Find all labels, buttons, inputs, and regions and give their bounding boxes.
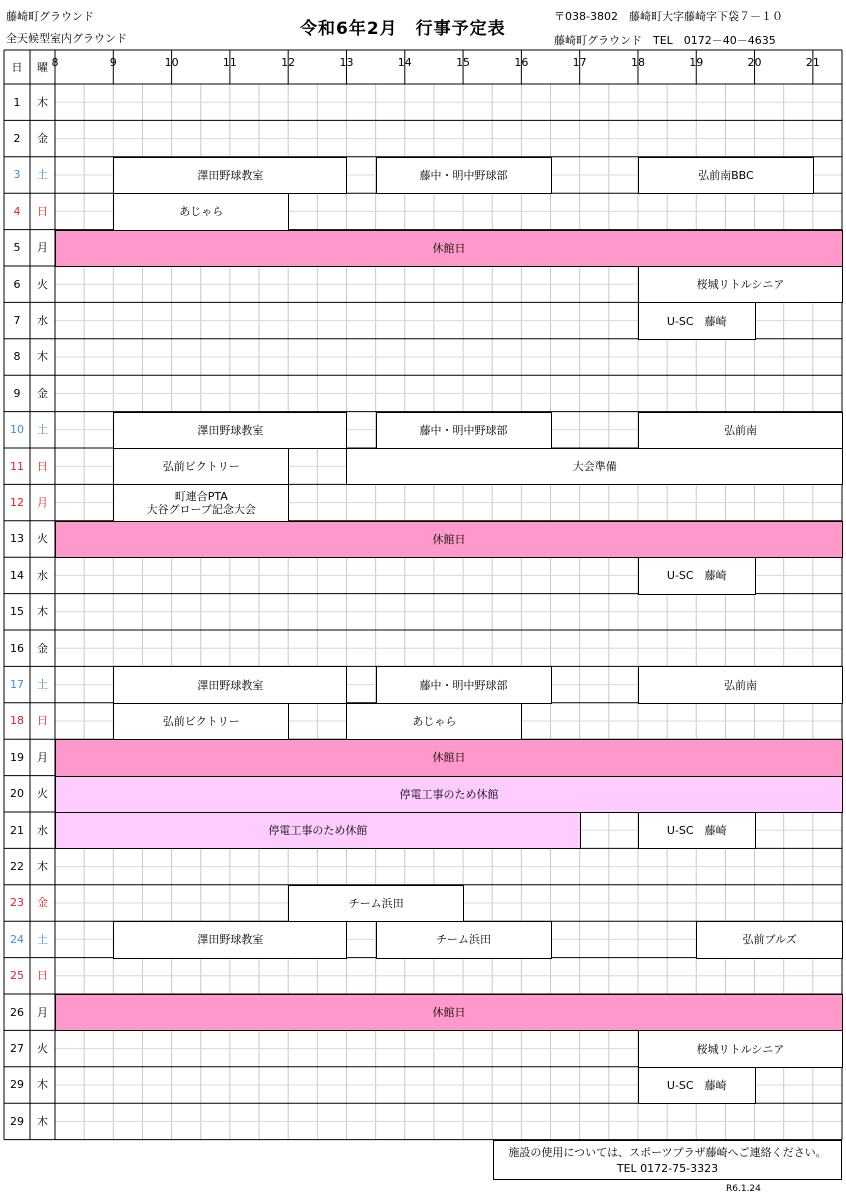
event-block xyxy=(113,193,289,230)
event-block xyxy=(638,812,756,849)
event-block xyxy=(113,484,289,521)
event-label: 休館日 xyxy=(432,532,466,546)
day-number: 14 xyxy=(10,568,24,582)
event-label: 休館日 xyxy=(432,1006,466,1020)
weekday-label: 土 xyxy=(37,423,48,437)
weekday-label: 金 xyxy=(37,386,48,400)
event-label: U-SC 藤崎 xyxy=(666,1078,727,1092)
hour-label: 14 xyxy=(397,56,412,69)
day-number: 5 xyxy=(13,241,21,255)
event-block xyxy=(376,666,552,703)
event-label: 澤田野球教室 xyxy=(197,423,264,437)
weekday-label: 火 xyxy=(37,1042,48,1056)
day-number: 18 xyxy=(10,714,24,728)
event-label: 停電工事のため休館 xyxy=(268,824,368,838)
event-label: U-SC 藤崎 xyxy=(666,824,727,838)
event-label: 藤中・明中野球部 xyxy=(419,678,508,692)
weekday-label: 金 xyxy=(37,641,48,655)
event-block xyxy=(113,412,347,449)
day-number: 12 xyxy=(10,496,24,510)
day-number: 23 xyxy=(10,896,24,910)
weekday-label: 日 xyxy=(37,204,48,218)
hour-label: 9 xyxy=(109,56,117,69)
event-label: あじゃら xyxy=(412,714,457,728)
hour-label: 21 xyxy=(805,56,820,69)
event-block xyxy=(638,302,756,339)
contact-phone: 藤崎町グラウンド TEL 0172－40－4635 xyxy=(554,34,776,47)
event-block xyxy=(638,666,843,703)
day-number: 20 xyxy=(10,787,24,801)
weekday-label: 土 xyxy=(37,168,48,182)
day-number: 8 xyxy=(13,350,21,364)
event-block xyxy=(346,448,843,485)
event-block xyxy=(638,157,814,194)
closed-block xyxy=(55,994,843,1031)
weekday-label: 土 xyxy=(37,678,48,692)
event-label: 弘前ブルズ xyxy=(742,933,797,947)
day-number: 1 xyxy=(13,95,21,109)
hour-label: 8 xyxy=(51,56,59,69)
day-number: 4 xyxy=(13,204,21,218)
weekday-label: 月 xyxy=(37,496,48,510)
closed-block xyxy=(55,230,843,267)
event-block xyxy=(696,921,843,958)
day-number: 10 xyxy=(10,423,24,437)
day-number: 9 xyxy=(13,386,21,400)
weekday-label: 木 xyxy=(37,1114,48,1128)
weekday-label: 金 xyxy=(37,896,48,910)
event-label: 停電工事のため休館 xyxy=(399,787,499,801)
notice-line-2: TEL 0172-75-3323 xyxy=(616,1162,719,1175)
event-label: U-SC 藤崎 xyxy=(666,314,727,328)
weekday-label: 金 xyxy=(37,132,48,146)
weekday-label: 水 xyxy=(37,823,48,837)
day-number: 21 xyxy=(10,823,24,837)
event-label: 藤中・明中野球部 xyxy=(419,168,508,182)
event-block xyxy=(638,557,756,594)
event-block xyxy=(638,266,843,303)
usage-notice xyxy=(493,1140,842,1180)
event-label: 澤田野球教室 xyxy=(197,168,264,182)
event-block xyxy=(288,885,464,922)
event-block xyxy=(346,703,522,740)
event-block xyxy=(376,157,552,194)
event-label: 弘前南BBC xyxy=(698,168,754,182)
day-number: 29 xyxy=(10,1114,24,1128)
event-label: チーム浜田 xyxy=(348,896,404,910)
weekday-label: 月 xyxy=(37,1005,48,1019)
event-block xyxy=(113,703,289,740)
outage-block xyxy=(55,776,843,813)
day-number: 19 xyxy=(10,750,24,764)
day-number: 17 xyxy=(10,678,24,692)
weekday-label: 火 xyxy=(37,532,48,546)
event-block xyxy=(113,921,347,958)
event-label: 弘前ビクトリー xyxy=(162,714,240,728)
hour-label: 15 xyxy=(456,56,471,69)
event-label: 弘前南 xyxy=(723,423,757,437)
hour-label: 19 xyxy=(689,56,704,69)
weekday-label: 日 xyxy=(37,969,48,983)
hour-label: 11 xyxy=(222,56,237,69)
weekday-label: 木 xyxy=(37,860,48,874)
day-number: 7 xyxy=(13,314,21,328)
day-number: 13 xyxy=(10,532,24,546)
weekday-label: 火 xyxy=(37,277,48,291)
day-number: 27 xyxy=(10,1042,24,1056)
hour-label: 10 xyxy=(164,56,179,69)
weekday-label: 木 xyxy=(37,95,48,109)
closed-block xyxy=(55,521,843,558)
facility-subtitle: 全天候型室内グラウンド xyxy=(6,32,127,45)
weekday-label: 木 xyxy=(37,1078,48,1092)
weekday-label: 日 xyxy=(37,459,48,473)
revision-date: R6.1.24 xyxy=(726,1184,761,1194)
hour-label: 16 xyxy=(514,56,529,69)
weekday-label: 水 xyxy=(37,568,48,582)
weekday-label: 木 xyxy=(37,350,48,364)
day-number: 3 xyxy=(13,168,21,182)
event-label: 町連合PTA xyxy=(174,490,228,504)
day-number: 24 xyxy=(10,932,24,946)
day-number: 26 xyxy=(10,1005,24,1019)
day-number: 29 xyxy=(10,1078,24,1092)
weekday-label: 水 xyxy=(37,314,48,328)
event-label: 桜城リトルシニア xyxy=(696,1042,785,1056)
day-number: 6 xyxy=(13,277,21,291)
closed-block xyxy=(55,739,843,776)
weekday-label: 月 xyxy=(37,241,48,255)
weekday-label: 土 xyxy=(37,932,48,946)
event-label: 澤田野球教室 xyxy=(197,678,264,692)
day-number: 22 xyxy=(10,860,24,874)
event-label: 弘前南 xyxy=(723,678,757,692)
event-label: チーム浜田 xyxy=(436,933,492,947)
weekday-label: 火 xyxy=(37,787,48,801)
event-block xyxy=(113,666,347,703)
event-block xyxy=(376,412,552,449)
day-column-header: 日 xyxy=(11,60,23,74)
event-label: 藤中・明中野球部 xyxy=(419,423,508,437)
event-label: 桜城リトルシニア xyxy=(696,278,785,292)
weekday-label: 木 xyxy=(37,605,48,619)
weekday-label: 月 xyxy=(37,750,48,764)
hour-label: 18 xyxy=(630,56,645,69)
event-label: 弘前ビクトリー xyxy=(162,460,240,474)
day-number: 25 xyxy=(10,969,24,983)
event-block xyxy=(638,1067,756,1104)
event-block xyxy=(638,412,843,449)
hour-label: 20 xyxy=(747,56,762,69)
day-number: 15 xyxy=(10,605,24,619)
day-number: 2 xyxy=(13,132,21,146)
event-label: 休館日 xyxy=(432,751,466,765)
address: 〒038-3802 藤崎町大字藤崎字下袋７－１０ xyxy=(554,10,783,23)
event-block xyxy=(638,1030,843,1067)
notice-line-1: 施設の使用については、スポーツプラザ藤崎へご連絡ください。 xyxy=(508,1146,827,1159)
hour-label: 17 xyxy=(572,56,587,69)
event-block xyxy=(113,157,347,194)
page-title: 令和6年2月 行事予定表 xyxy=(300,19,506,39)
event-label: U-SC 藤崎 xyxy=(666,569,727,583)
facility-name: 藤崎町グラウンド xyxy=(6,10,94,23)
event-label: あじゃら xyxy=(179,205,224,219)
event-block xyxy=(113,448,289,485)
event-label: 大会準備 xyxy=(572,460,617,474)
day-number: 16 xyxy=(10,641,24,655)
hour-label: 12 xyxy=(281,56,296,69)
event-block xyxy=(376,921,552,958)
outage-block xyxy=(55,812,581,849)
weekday-label: 日 xyxy=(37,714,48,728)
event-label: 澤田野球教室 xyxy=(197,933,264,947)
event-label: 大谷グローブ記念大会 xyxy=(146,503,256,517)
day-number: 11 xyxy=(10,459,24,473)
hour-label: 13 xyxy=(339,56,354,69)
event-label: 休館日 xyxy=(432,241,466,255)
weekday-column-header: 曜 xyxy=(37,60,48,74)
